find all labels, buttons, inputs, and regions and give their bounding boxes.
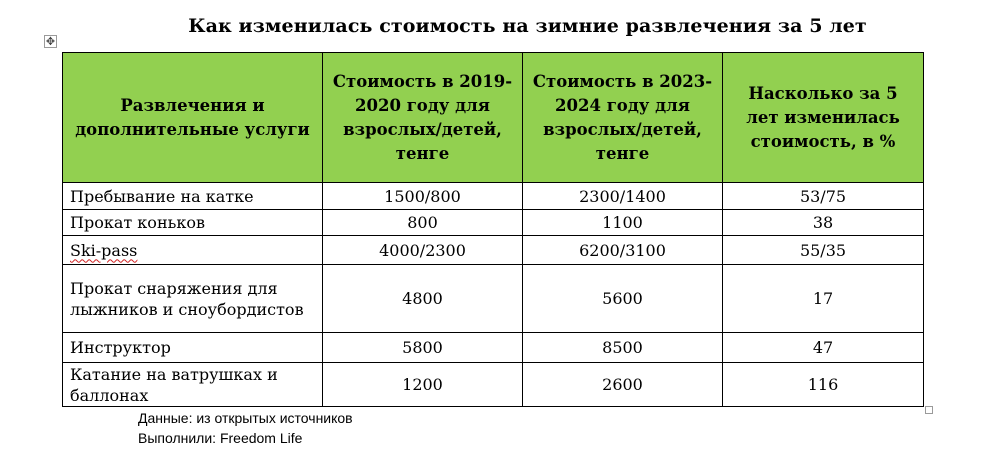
cell-cost-2023[interactable]: 2600	[523, 363, 723, 407]
footer-source: Данные: из открытых источников	[138, 410, 353, 426]
cell-service[interactable]: Катание на ватрушках и баллонах	[63, 363, 323, 407]
header-services[interactable]: Развлечения и дополнительные услуги	[63, 53, 323, 183]
cell-change[interactable]: 38	[723, 210, 924, 236]
cell-cost-2019[interactable]: 4800	[323, 265, 523, 333]
table-row	[63, 210, 924, 236]
cell-change[interactable]: 53/75	[723, 183, 924, 210]
footer-author: Выполнили: Freedom Life	[138, 430, 303, 446]
cell-service[interactable]: Прокат коньков	[63, 210, 323, 236]
cell-service[interactable]: Инструктор	[63, 333, 323, 363]
table-row	[63, 236, 924, 265]
table-resize-handle-icon[interactable]	[925, 406, 933, 414]
table-row	[63, 333, 924, 363]
cell-change[interactable]: 17	[723, 265, 924, 333]
table-header-row	[63, 53, 924, 183]
cell-service[interactable]	[63, 236, 323, 265]
cell-cost-2019[interactable]: 1500/800	[323, 183, 523, 210]
cell-cost-2019[interactable]: 1200	[323, 363, 523, 407]
table-row	[63, 265, 924, 333]
table-row	[63, 183, 924, 210]
cell-cost-2019[interactable]: 4000/2300	[323, 236, 523, 265]
data-table	[62, 52, 924, 407]
cell-service[interactable]: Прокат снаряжения для лыжников и сноубордистов	[63, 265, 323, 333]
table-move-handle-icon[interactable]: ✥	[45, 35, 56, 48]
cell-cost-2023[interactable]: 8500	[523, 333, 723, 363]
cell-cost-2023[interactable]: 1100	[523, 210, 723, 236]
header-cost-2019[interactable]: Стоимость в 2019-2020 году для взрослых/детей, тенге	[323, 53, 523, 183]
cell-cost-2023[interactable]: 2300/1400	[523, 183, 723, 210]
header-change-percent[interactable]: Насколько за 5 лет изменилась стоимость, в %	[723, 53, 924, 183]
header-cost-2023[interactable]: Стоимость в 2023-2024 году для взрослых/детей, тенге	[523, 53, 723, 183]
cell-cost-2019[interactable]: 800	[323, 210, 523, 236]
cell-cost-2019[interactable]: 5800	[323, 333, 523, 363]
page-title: Как изменилась стоимость на зимние развлечения за 5 лет	[188, 15, 867, 37]
cell-change[interactable]: 116	[723, 363, 924, 407]
cell-change[interactable]: 55/35	[723, 236, 924, 265]
table-row	[63, 363, 924, 407]
cell-cost-2023[interactable]: 6200/3100	[523, 236, 723, 265]
spellcheck-text: Ski-pass	[70, 240, 138, 260]
cell-change[interactable]: 47	[723, 333, 924, 363]
cell-service[interactable]: Пребывание на катке	[63, 183, 323, 210]
cell-cost-2023[interactable]: 5600	[523, 265, 723, 333]
